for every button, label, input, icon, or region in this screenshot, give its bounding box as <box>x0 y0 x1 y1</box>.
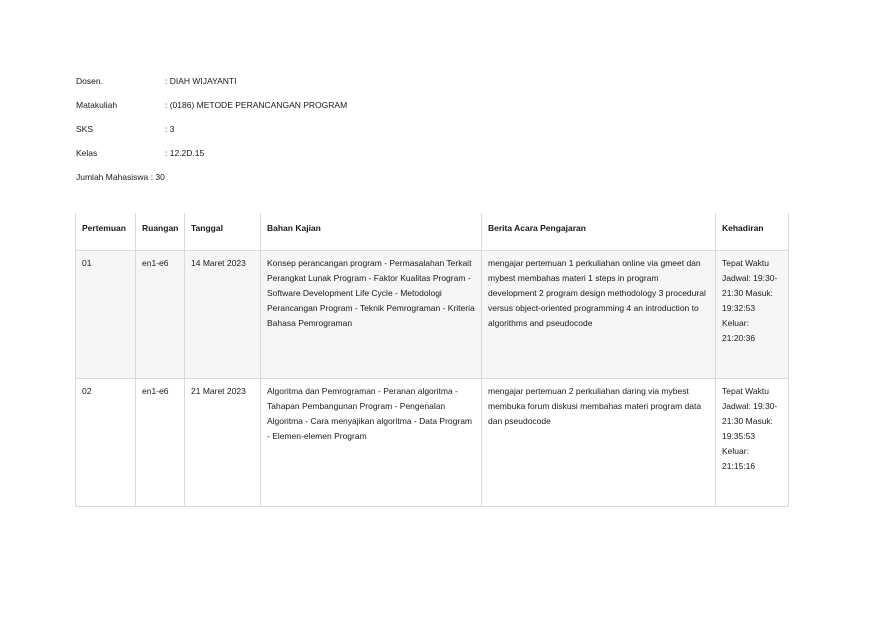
dosen-value: : DIAH WIJAYANTI <box>165 76 237 86</box>
cell-tanggal: 21 Maret 2023 <box>185 378 261 506</box>
sks-label: SKS <box>76 124 94 134</box>
header-bahan-kajian: Bahan Kajian <box>261 213 482 250</box>
jumlah-mahasiswa: Jumlah Mahasiswa : 30 <box>76 172 165 182</box>
info-row-matakuliah <box>76 100 347 124</box>
cell-pertemuan: 01 <box>76 250 136 378</box>
info-row-jumlah <box>76 172 347 196</box>
cell-tanggal: 14 Maret 2023 <box>185 250 261 378</box>
cell-berita-acara: mengajar pertemuan 1 perkuliahan online via gmeet dan mybest membahas materi 1 steps in program development 2 program design methodology 3 procedural versus object-oriented programming 4 an introduction to algorithms and pseudocode <box>482 250 716 378</box>
kelas-label: Kelas <box>76 148 98 158</box>
course-info <box>76 76 347 196</box>
kelas-value: : 12.2D.15 <box>165 148 205 158</box>
header-ruangan: Ruangan <box>136 213 185 250</box>
header-tanggal: Tanggal <box>185 213 261 250</box>
table-header-row <box>76 213 789 250</box>
header-berita-acara: Berita Acara Pengajaran <box>482 213 716 250</box>
matakuliah-value: : (0186) METODE PERANCANGAN PROGRAM <box>165 100 348 110</box>
header-kehadiran: Kehadiran <box>716 213 789 250</box>
matakuliah-label: Matakuliah <box>76 100 118 110</box>
cell-ruangan: en1-e6 <box>136 378 185 506</box>
cell-kehadiran: Tepat Waktu Jadwal: 19:30-21:30 Masuk: 19:35:53 Keluar: 21:15:16 <box>716 378 789 506</box>
header-pertemuan: Pertemuan <box>76 213 136 250</box>
table-row <box>76 378 789 506</box>
cell-bahan-kajian: Konsep perancangan program - Permasalahan Terkait Perangkat Lunak Program - Faktor Kualitas Program - Software Development Life Cycle - Metodologi Perancangan Program - Teknik Pemrograman - Kriteria Bahasa Pemrograman <box>261 250 482 378</box>
cell-pertemuan: 02 <box>76 378 136 506</box>
info-row-sks <box>76 124 347 148</box>
info-row-dosen <box>76 76 347 100</box>
cell-ruangan: en1-e6 <box>136 250 185 378</box>
attendance-table <box>75 213 789 507</box>
dosen-label: Dosen. <box>76 76 103 86</box>
cell-bahan-kajian: Algoritma dan Pemrograman - Peranan algoritma - Tahapan Pembangunan Program - Pengenalan Algoritma - Cara menyajikan algoritma - Data Program - Elemen-elemen Program <box>261 378 482 506</box>
cell-berita-acara: mengajar pertemuan 2 perkuliahan daring via mybest membuka forum diskusi membahas materi program data dan pseudocode <box>482 378 716 506</box>
table-row <box>76 250 789 378</box>
cell-kehadiran: Tepat Waktu Jadwal: 19:30-21:30 Masuk: 19:32:53 Keluar: 21:20:36 <box>716 250 789 378</box>
info-row-kelas <box>76 148 347 172</box>
sks-value: : 3 <box>165 124 175 134</box>
